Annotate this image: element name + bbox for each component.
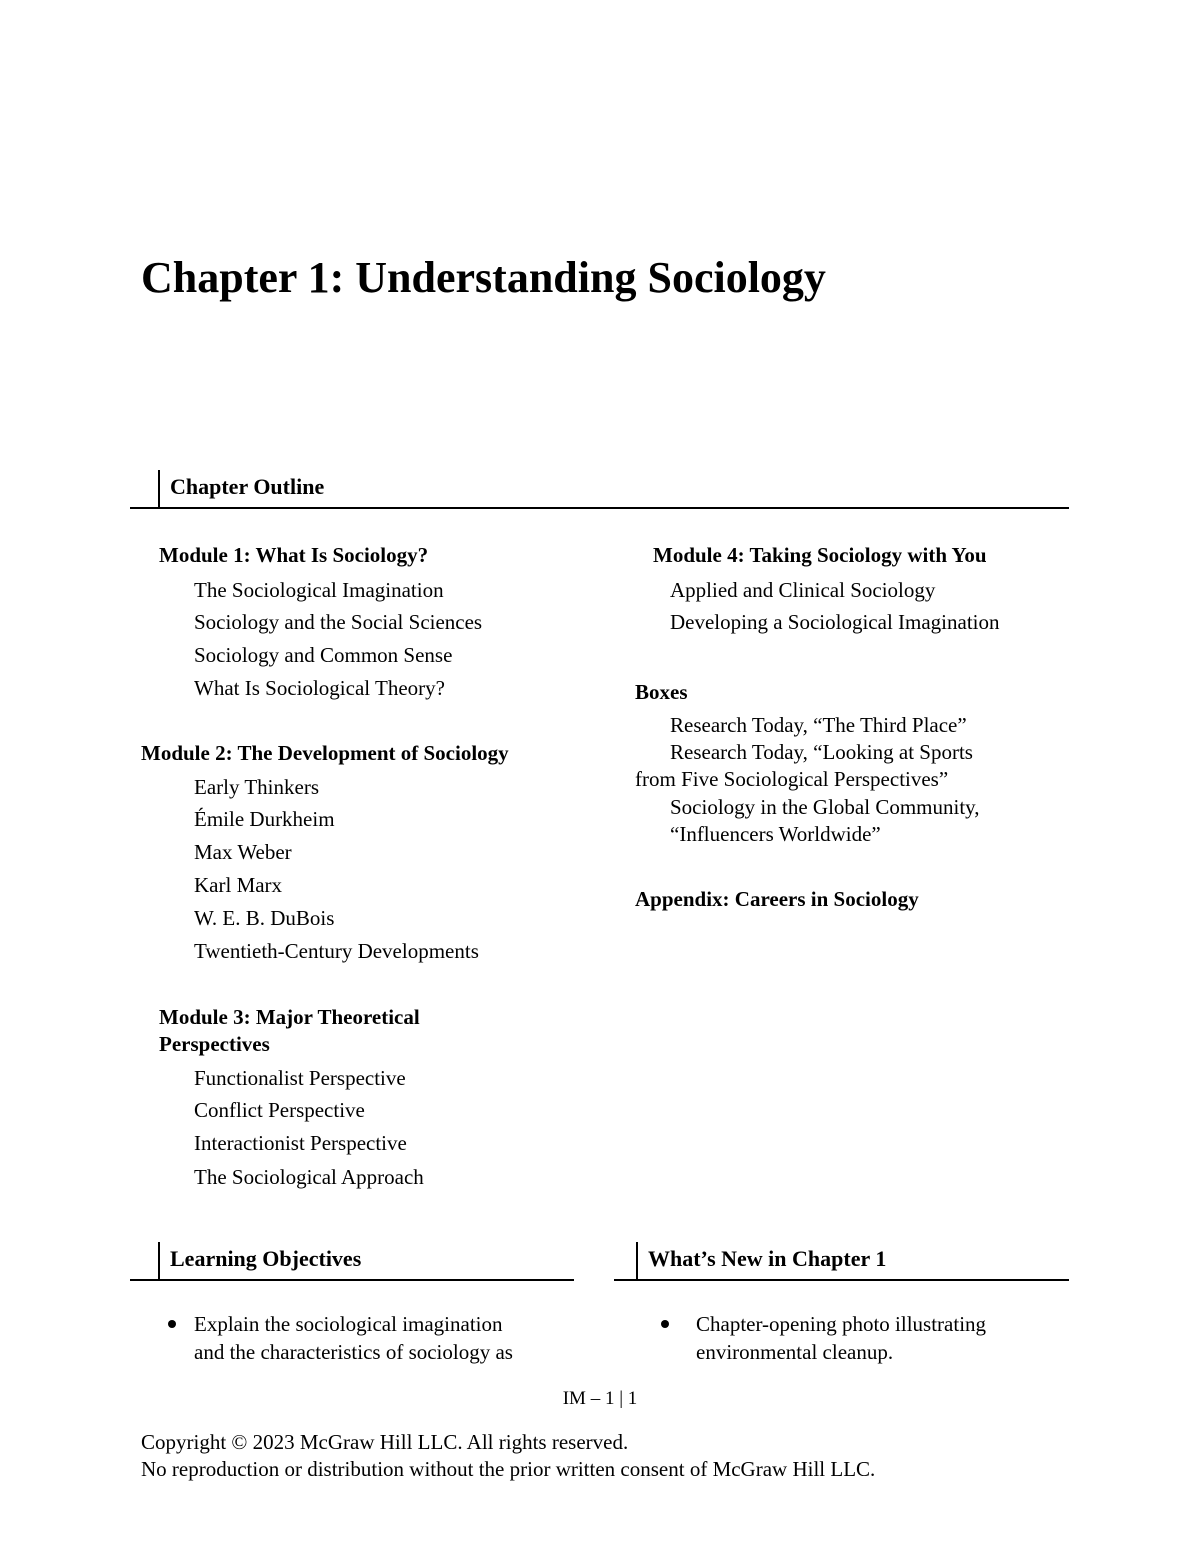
- whats-new-line: Chapter-opening photo illustrating: [696, 1312, 987, 1336]
- whats-new-rule: [614, 1279, 1069, 1281]
- learning-objectives-heading: Learning Objectives: [170, 1246, 362, 1271]
- boxes-line: from Five Sociological Perspectives”: [635, 767, 949, 791]
- objective-line: Explain the sociological imagination: [194, 1312, 503, 1336]
- module-3-title: Module 3: Major Theoretical: [159, 1005, 420, 1029]
- page-number: IM – 1 | 1: [562, 1388, 638, 1409]
- module-1-item: Sociology and Common Sense: [194, 643, 453, 667]
- boxes-title: Boxes: [635, 680, 688, 704]
- module-2-item: Karl Marx: [194, 873, 283, 897]
- module-3-item: Conflict Perspective: [194, 1098, 365, 1122]
- module-4-item: Applied and Clinical Sociology: [670, 578, 936, 602]
- whats-new-line: environmental cleanup.: [696, 1340, 894, 1364]
- learning-objectives-bar: [158, 1242, 160, 1280]
- module-2-item: Early Thinkers: [194, 775, 319, 799]
- module-3-item: The Sociological Approach: [194, 1165, 424, 1189]
- boxes-line: Sociology in the Global Community,: [670, 795, 980, 819]
- module-1-item: Sociology and the Social Sciences: [194, 610, 483, 634]
- boxes-line: Research Today, “The Third Place”: [670, 713, 967, 737]
- outline-heading-rule: [130, 507, 1069, 509]
- module-2-title: Module 2: The Development of Sociology: [141, 741, 509, 765]
- boxes-line: Research Today, “Looking at Sports: [670, 740, 973, 764]
- module-2-item: Twentieth-Century Developments: [194, 939, 479, 963]
- appendix-title: Appendix: Careers in Sociology: [635, 887, 919, 911]
- copyright-notice: No reproduction or distribution without the prior written consent of McGraw Hill LLC.: [141, 1457, 876, 1481]
- whats-new-bar: [636, 1242, 638, 1280]
- module-1-title: Module 1: What Is Sociology?: [159, 543, 429, 567]
- chapter-title: Chapter 1: Understanding Sociology: [141, 253, 826, 302]
- module-4-title: Module 4: Taking Sociology with You: [653, 543, 987, 567]
- module-2-item: W. E. B. DuBois: [194, 906, 335, 930]
- module-1-item: The Sociological Imagination: [194, 578, 444, 602]
- module-1-item: What Is Sociological Theory?: [194, 676, 445, 700]
- module-4-item: Developing a Sociological Imagination: [670, 610, 1000, 634]
- boxes-line: “Influencers Worldwide”: [670, 822, 881, 846]
- module-3-item: Functionalist Perspective: [194, 1066, 406, 1090]
- module-2-item: Émile Durkheim: [194, 807, 335, 831]
- copyright-line: Copyright © 2023 McGraw Hill LLC. All rights reserved.: [141, 1430, 629, 1454]
- outline-heading-bar: [158, 470, 160, 508]
- outline-heading: Chapter Outline: [170, 474, 325, 499]
- bullet-icon: [168, 1320, 176, 1328]
- bullet-icon: [661, 1320, 669, 1328]
- whats-new-heading: What’s New in Chapter 1: [648, 1246, 887, 1271]
- module-3-title-cont: Perspectives: [159, 1032, 270, 1056]
- module-3-item: Interactionist Perspective: [194, 1131, 407, 1155]
- module-2-item: Max Weber: [194, 840, 292, 864]
- learning-objectives-rule: [130, 1279, 574, 1281]
- objective-line: and the characteristics of sociology as: [194, 1340, 513, 1364]
